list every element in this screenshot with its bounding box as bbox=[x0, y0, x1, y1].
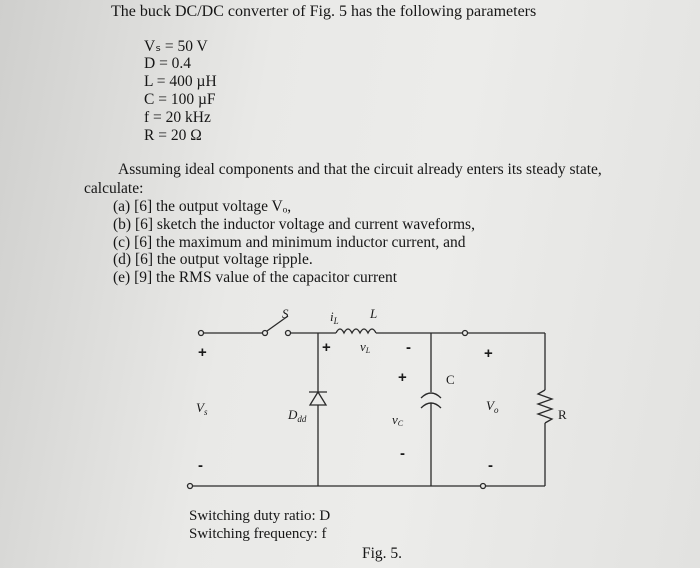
figure-label: Fig. 5. bbox=[362, 545, 403, 562]
inductor-label: L bbox=[370, 306, 378, 321]
switch-contact-left bbox=[263, 331, 268, 336]
input-terminal-top bbox=[199, 331, 204, 336]
caption-duty-ratio: Switching duty ratio: D bbox=[189, 508, 331, 524]
param-vs: Vₛ = 50 V bbox=[144, 38, 208, 55]
vo-minus-sign: - bbox=[488, 457, 493, 474]
resistor-label: R bbox=[558, 407, 567, 422]
resistor-zigzag bbox=[538, 390, 552, 423]
input-terminal-bottom bbox=[188, 484, 193, 489]
vl-minus-sign: - bbox=[406, 339, 411, 356]
param-f: f = 20 kHz bbox=[144, 109, 211, 126]
output-terminal-bottom bbox=[481, 484, 486, 489]
param-l: L = 400 µH bbox=[144, 73, 217, 90]
question-e: (e) [9] the RMS value of the capacitor current bbox=[113, 269, 398, 286]
output-voltage-label: $V_o$ bbox=[486, 398, 499, 415]
question-d: (d) [6] the output voltage ripple. bbox=[113, 251, 313, 268]
vl-plus-sign: + bbox=[322, 339, 331, 356]
output-terminal-top bbox=[463, 331, 468, 336]
question-a: (a) [6] the output voltage Vₒ, bbox=[113, 198, 292, 215]
vo-plus-sign: + bbox=[484, 345, 493, 362]
inductor-coil bbox=[336, 329, 376, 333]
vs-minus-sign: - bbox=[198, 457, 203, 474]
param-r: R = 20 Ω bbox=[144, 127, 202, 144]
vc-label: vC bbox=[392, 412, 404, 428]
question-c: (c) [6] the maximum and minimum inductor current, and bbox=[113, 234, 466, 251]
problem-title: The buck DC/DC converter of Fig. 5 has the following parameters bbox=[111, 3, 537, 20]
diode-label: $D_{dd}$ bbox=[288, 407, 307, 424]
vc-minus-sign: - bbox=[400, 445, 405, 462]
vs-plus-sign: + bbox=[198, 344, 207, 361]
question-b: (b) [6] sketch the inductor voltage and current waveforms, bbox=[113, 216, 475, 233]
source-label: $V_s$ bbox=[196, 400, 208, 417]
vc-plus-sign: + bbox=[398, 369, 407, 386]
param-c: C = 100 µF bbox=[144, 91, 216, 108]
current-label: $i_L$ bbox=[330, 309, 339, 326]
instructions-line-1: Assuming ideal components and that the circuit already enters its steady state, bbox=[118, 161, 602, 178]
capacitor-label: C bbox=[446, 372, 455, 387]
caption-switching-frequency: Switching frequency: f bbox=[189, 526, 327, 542]
switch-label: S bbox=[282, 306, 289, 321]
switch-contact-right bbox=[286, 331, 291, 336]
instructions-line-2: calculate: bbox=[84, 180, 144, 197]
vl-label: vL bbox=[360, 339, 371, 355]
param-d: D = 0.4 bbox=[144, 55, 192, 72]
diode-triangle bbox=[310, 392, 326, 405]
capacitor-plate-top bbox=[421, 393, 441, 398]
